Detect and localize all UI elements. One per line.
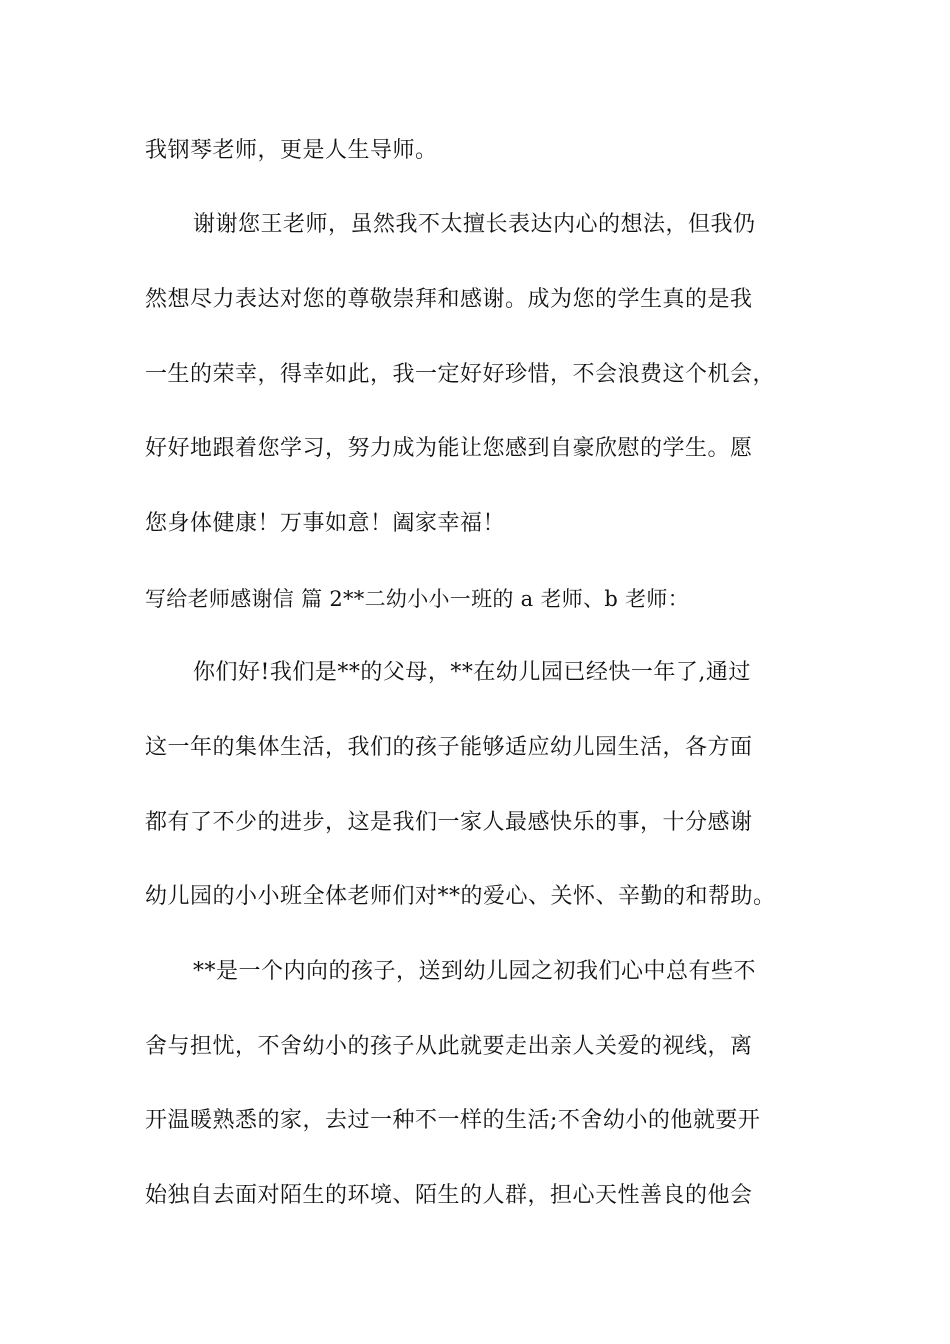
paragraph-line: 始独自去面对陌生的环境、陌生的人群，担心天性善良的他会 bbox=[145, 1183, 753, 1208]
paragraph-line: 幼儿园的小小班全体老师们对**的爱心、关怀、辛勤的和帮助。 bbox=[145, 884, 776, 909]
paragraph-line: 然想尽力表达对您的尊敬崇拜和感谢。成为您的学生真的是我 bbox=[145, 287, 753, 312]
paragraph-line: 你们好!我们是**的父母，**在幼儿园已经快一年了,通过 bbox=[193, 660, 751, 685]
paragraph-line: 谢谢您王老师，虽然我不太擅长表达内心的想法，但我仍 bbox=[193, 212, 756, 237]
paragraph-line: 您身体健康！万事如意！阖家幸福！ bbox=[145, 511, 506, 536]
paragraph-line: 舍与担忧，不舍幼小的孩子从此就要走出亲人关爱的视线，离 bbox=[145, 1034, 753, 1059]
section-heading: 写给老师感谢信 篇 2**二幼小小一班的 a 老师、b 老师： bbox=[145, 587, 689, 611]
paragraph-line: 都有了不少的进步，这是我们一家人最感快乐的事，十分感谢 bbox=[145, 810, 753, 835]
paragraph-line: 一生的荣幸，得幸如此，我一定好好珍惜，不会浪费这个机会， bbox=[145, 362, 776, 387]
paragraph-line: 这一年的集体生活，我们的孩子能够适应幼儿园生活，各方面 bbox=[145, 735, 753, 760]
paragraph-line: **是一个内向的孩子，送到幼儿园之初我们心中总有些不 bbox=[193, 959, 757, 984]
paragraph-line: 我钢琴老师，更是人生导师。 bbox=[145, 138, 438, 163]
paragraph-line: 好好地跟着您学习，努力成为能让您感到自豪欣慰的学生。愿 bbox=[145, 436, 753, 461]
paragraph-line: 开温暖熟悉的家，去过一种不一样的生活;不舍幼小的他就要开 bbox=[145, 1108, 761, 1133]
